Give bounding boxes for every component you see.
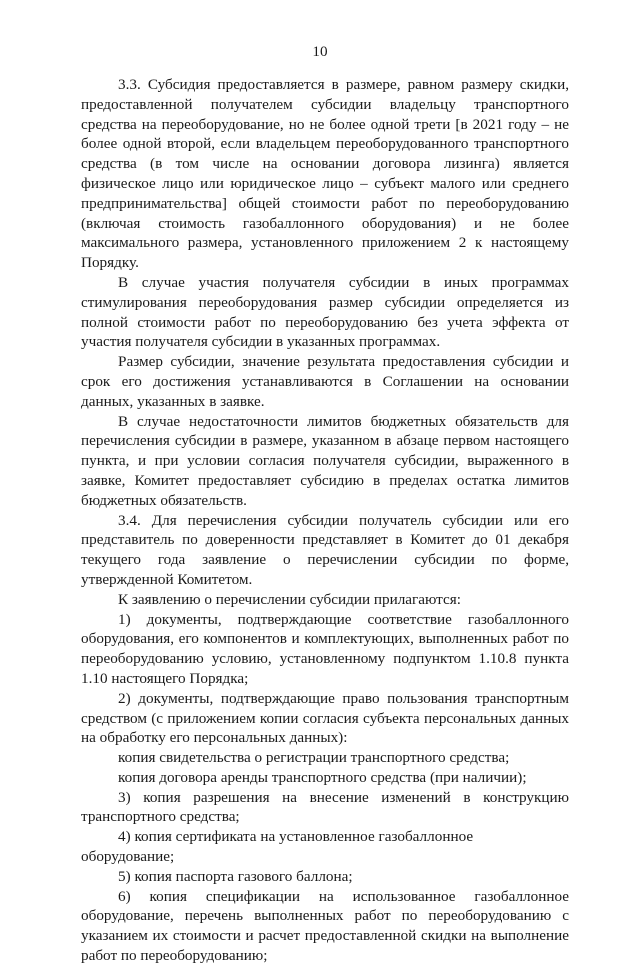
list-subitem-registration: копия свидетельства о регистрации транспортного средства; bbox=[118, 749, 510, 767]
list-item-1: 1) документы, подтверждающие соответствие газобаллонного оборудования, его компонентов и комплектующих, выполненных работ по переоборудованию условию, установленному подпунктом 1.10.8 пункта 1.10 настоящего Порядка; bbox=[81, 610, 569, 687]
list-item-2: 2) документы, подтверждающие право пользования транспортным средством (с приложением копии согласия субъекта персональных данных на обработку его персональных данных): bbox=[81, 689, 569, 747]
paragraph-3-4: 3.4. Для перечисления субсидии получатель субсидии или его представитель по доверенности представляет в Комитет до 01 декабря текущего года заявление о перечислении субсидии по форме, утвержденной Комитетом. bbox=[81, 511, 569, 588]
paragraph-attachments-intro: К заявлению о перечислении субсидии прилагаются: bbox=[118, 590, 461, 608]
paragraph-3-3: 3.3. Субсидия предоставляется в размере, равном размеру скидки, предоставленной получателем субсидии владельцу транспортного средства на переоборудование, но не более одной трети [в 2021 году – не более одной второй, если владельцем переоборудованного транспортного средства (в том числе на основании договора лизинга) является физическое лицо или юридическое лицо – субъект малого или среднего предпринимательства] общей стоимости работ по переоборудованию (включая стоимость газобаллонного оборудования) и не более максимального размера, установленного приложением 2 к настоящему Порядку. bbox=[81, 76, 569, 272]
page-number: 10 bbox=[312, 43, 328, 60]
paragraph-subsidy-size: Размер субсидии, значение результата предоставления субсидии и срок его достижения устанавливаются в Соглашении на основании данных, указанных в заявке. bbox=[81, 353, 569, 410]
list-item-6: 6) копия спецификации на использованное газобаллонное оборудование, перечень выполненных работ по переоборудованию с указанием их стоимости и расчет предоставленной скидки на выполнение работ по переоборудованию; bbox=[81, 887, 569, 965]
list-item-3: 3) копия разрешения на внесение изменений в конструкцию транспортного средства; bbox=[81, 788, 569, 826]
paragraph-insufficient-limits: В случае недостаточности лимитов бюджетных обязательств для перечисления субсидии в размере, указанном в абзаце первом настоящего пункта, и при условии согласия получателя субсидии, выраженного в заявке, Комитет предоставляет субсидию в пределах остатка лимитов бюджетных обязательств. bbox=[81, 412, 569, 509]
list-item-5: 5) копия паспорта газового баллона; bbox=[118, 867, 353, 885]
list-item-4: 4) копия сертификата на установленное газобаллонное оборудование; bbox=[81, 828, 474, 866]
document-body bbox=[81, 75, 569, 966]
list-subitem-lease: копия договора аренды транспортного средства (при наличии); bbox=[118, 768, 527, 786]
paragraph-other-programs: В случае участия получателя субсидии в иных программах стимулирования переоборудования размер субсидии определяется из полной стоимости работ по переоборудованию без учета эффекта от участия получателя субсидии в указанных программах. bbox=[81, 273, 569, 351]
